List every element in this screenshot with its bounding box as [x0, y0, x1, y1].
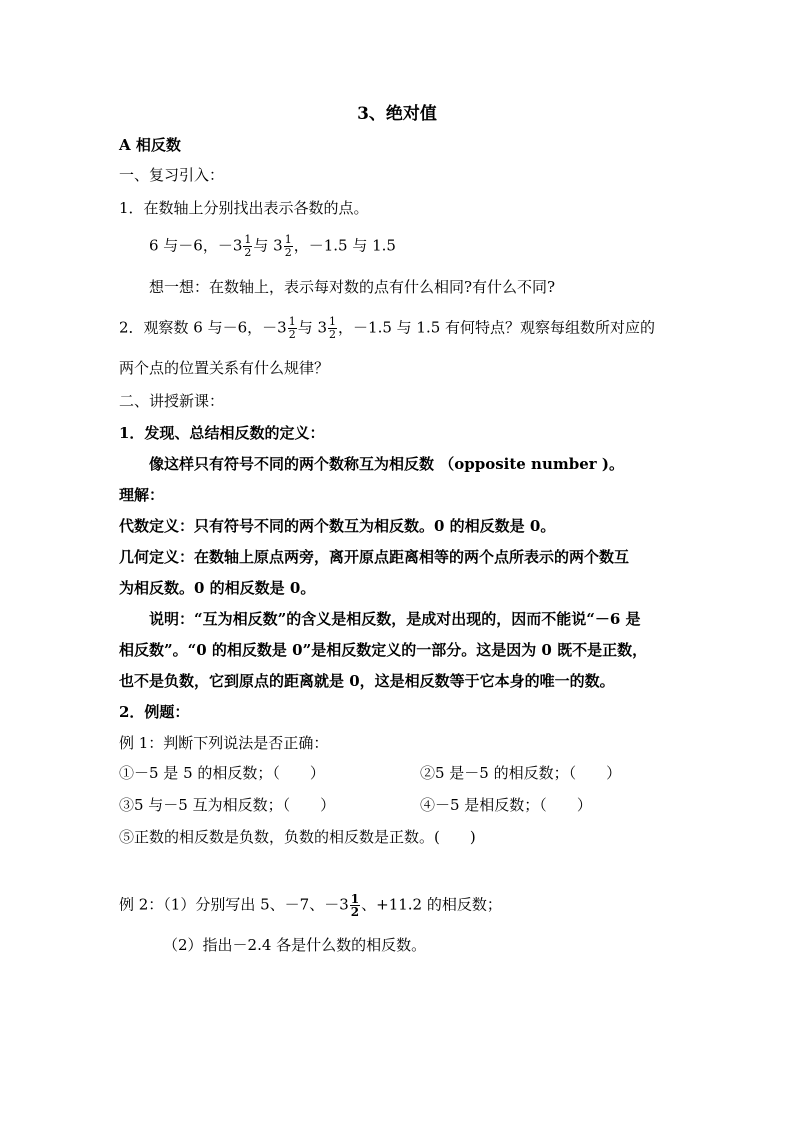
fraction-half: $\frac{1}{2}$: [284, 233, 292, 259]
q2-text-c: ，－1.5 与 1.5 有何特点？观察每组数所对应的: [338, 318, 656, 337]
q1-text-b: 与 3: [253, 236, 283, 255]
example-2-part-2: （2）指出－2.4 各是什么数的相反数。: [163, 936, 427, 954]
example-1-item: ④－5 是相反数；（ ）: [420, 796, 592, 814]
question-1: 1．在数轴上分别找出表示各数的点。: [119, 199, 369, 217]
algebraic-definition: 代数定义：只有符号不同的两个数互为相反数。0 的相反数是 0。: [119, 517, 556, 535]
definition-text: 像这样只有符号不同的两个数称互为相反数 （opposite number )。: [149, 455, 624, 473]
geometric-definition-line-1: 几何定义：在数轴上原点两旁，离开原点距离相等的两个点所表示的两个数互: [119, 548, 630, 566]
ex2-text-a: 例 2：（1）分别写出 5、－7、－3: [119, 895, 349, 914]
understand-label: 理解：: [119, 486, 165, 504]
section-a-heading: A 相反数: [119, 136, 181, 154]
example-1-prompt: 例 1：判断下列说法是否正确：: [119, 734, 329, 752]
example-2-part-1: [119, 893, 502, 918]
fraction-half: $\frac{1}{2}$: [350, 892, 360, 919]
examples-heading: 2．例题：: [119, 703, 190, 721]
page-title: 3、绝对值: [357, 104, 437, 124]
note-line-3: 也不是负数，它到原点的距离就是 0，这是相反数等于它本身的唯一的数。: [119, 672, 615, 690]
note-line-2: 相反数”。“0 的相反数是 0”是相反数定义的一部分。这是因为 0 既不是正数，: [119, 641, 648, 659]
example-1-item: ③5 与－5 互为相反数；（ ）: [119, 796, 336, 814]
question-2-continued: 两个点的位置关系有什么规律？: [119, 359, 330, 377]
question-1-numbers: [149, 234, 396, 259]
example-1-item: ②5 是－5 的相反数；（ ）: [420, 764, 622, 782]
example-1-item: ⑤正数的相反数是负数，负数的相反数是正数。( ): [119, 828, 476, 846]
q2-text-b: 与 3: [297, 318, 328, 337]
review-heading: 一、复习引入：: [119, 166, 225, 184]
q1-text-c: ，－1.5 与 1.5: [293, 236, 396, 255]
ex2-text-b: 、+11.2 的相反数；: [361, 895, 502, 914]
new-lesson-heading: 二、讲授新课：: [119, 392, 225, 410]
example-1-item: ①－5 是 5 的相反数；（ ）: [119, 764, 325, 782]
fraction-half: $\frac{1}{2}$: [288, 315, 296, 341]
think-prompt: 想一想：在数轴上，表示每对数的点有什么相同?有什么不同?: [149, 278, 556, 296]
question-2: [119, 316, 655, 341]
fraction-half: $\frac{1}{2}$: [244, 233, 252, 259]
note-line-1: 说明：“互为相反数”的含义是相反数，是成对出现的，因而不能说“－6 是: [149, 610, 641, 628]
q2-text-a: 2．观察数 6 与－6，－3: [119, 318, 287, 337]
q1-text-a: 6 与－6，－3: [149, 236, 243, 255]
geometric-definition-line-2: 为相反数。0 的相反数是 0。: [119, 579, 316, 597]
fraction-half: $\frac{1}{2}$: [329, 315, 337, 341]
definition-heading: 1．发现、总结相反数的定义：: [119, 424, 325, 442]
